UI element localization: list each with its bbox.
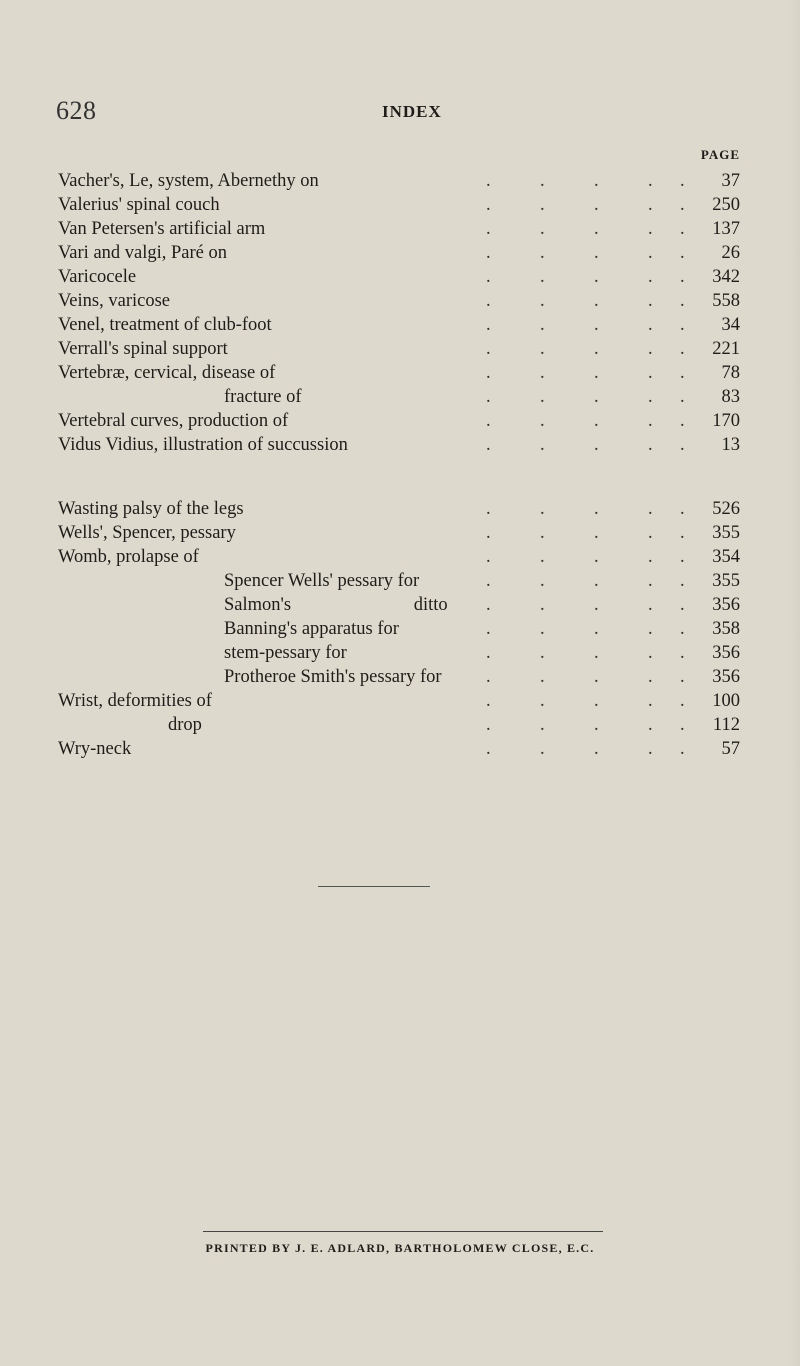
entry-label: Venel, treatment of club-foot <box>58 315 272 335</box>
entry-label: Wry-neck <box>58 739 132 759</box>
entry-label: Valerius' spinal couch <box>58 195 220 215</box>
index-entry: Verrall's spinal support . . . . . 221 <box>58 339 740 359</box>
entry-page: 355 <box>712 571 740 591</box>
entry-page: 558 <box>712 291 740 311</box>
index-entry: Vidus Vidius, illustration of succussion . . . . . 13 <box>58 435 740 455</box>
entry-page: 100 <box>712 691 740 711</box>
entry-label: Verrall's spinal support <box>58 339 228 359</box>
index-subentry: stem-pessary for . . . . . 356 <box>224 643 740 663</box>
index-entry: Vertebral curves, production of . . . . . 170 <box>58 411 740 431</box>
entry-page: 356 <box>712 667 740 687</box>
entry-page: 342 <box>712 267 740 287</box>
entry-label: Vari and valgi, Paré on <box>58 243 228 263</box>
entry-page: 170 <box>712 411 740 431</box>
entry-page: 250 <box>712 195 740 215</box>
index-entry: Womb, prolapse of . . . . . 354 <box>58 547 740 567</box>
index-entry: Wells', Spencer, pessary . . . . . 355 <box>58 523 740 543</box>
page-number: 628 <box>56 96 97 125</box>
page-column-label: PAGE <box>700 147 740 162</box>
printer-imprint: PRINTED BY J. E. ADLARD, BARTHOLOMEW CLOSE, E.C. <box>205 1241 595 1255</box>
index-subentry: fracture of . . . . . 83 <box>224 387 740 407</box>
index-entry: Wasting palsy of the legs . . . . . 526 <box>58 499 740 519</box>
index-subentry: Protheroe Smith's pessary for . . . . . 356 <box>224 667 740 687</box>
entry-label: Vidus Vidius, illustration of succussion <box>58 435 348 455</box>
entry-page: 83 <box>721 387 740 407</box>
entry-page: 526 <box>712 499 740 519</box>
index-subentry: Banning's apparatus for . . . . . 358 <box>224 619 740 639</box>
entry-page: 26 <box>721 243 740 263</box>
index-entry: Valerius' spinal couch . . . . . 250 <box>58 195 740 215</box>
entry-page: 57 <box>721 739 740 759</box>
entry-label: Wasting palsy of the legs <box>58 499 244 519</box>
entry-page: 354 <box>712 547 740 567</box>
entry-label: Vertebræ, cervical, disease of <box>58 363 276 383</box>
index-entry: Veins, varicose . . . . . 558 <box>58 291 740 311</box>
entry-label: Wells', Spencer, pessary <box>58 523 236 543</box>
running-head: INDEX <box>382 102 442 121</box>
entry-page: 356 <box>712 595 740 615</box>
entry-page: 34 <box>721 315 740 335</box>
index-subentry: Salmon's ditto . . . . . 356 <box>224 595 740 615</box>
entry-label: Spencer Wells' pessary for <box>224 571 420 591</box>
index-entry: Venel, treatment of club-foot . . . . . 34 <box>58 315 740 335</box>
entry-page: 13 <box>721 435 740 455</box>
end-rule <box>318 886 430 887</box>
entry-page: 137 <box>712 219 740 239</box>
entry-label: Wrist, deformities of <box>58 691 212 711</box>
entry-label: Protheroe Smith's pessary for <box>224 667 442 687</box>
index-group-v <box>58 169 740 457</box>
entry-label: Womb, prolapse of <box>58 547 199 567</box>
index-subentry: drop . . . . . 112 <box>168 715 740 735</box>
index-entry: Van Petersen's artificial arm . . . . . 137 <box>58 219 740 239</box>
entry-page: 356 <box>712 643 740 663</box>
entry-page: 78 <box>721 363 740 383</box>
entry-label: Salmon's ditto <box>224 595 448 615</box>
entry-page: 112 <box>712 715 740 735</box>
page-edge <box>790 0 800 1366</box>
entry-label: stem-pessary for <box>224 643 347 663</box>
index-entry: Vacher's, Le, system, Abernethy on . . . . . 37 <box>58 171 740 191</box>
footer-rule <box>203 1231 603 1232</box>
entry-page: 221 <box>712 339 740 359</box>
entry-label: Van Petersen's artificial arm <box>58 219 266 239</box>
entry-label: fracture of <box>224 387 302 407</box>
entry-page: 37 <box>721 171 740 191</box>
entry-label: Veins, varicose <box>58 291 170 311</box>
entry-label: drop <box>168 715 202 735</box>
entry-page: 358 <box>712 619 740 639</box>
page-header <box>56 96 736 128</box>
index-entry: Wrist, deformities of . . . . . 100 <box>58 691 740 711</box>
index-group-w <box>58 497 740 761</box>
entry-label: Varicocele <box>58 267 137 287</box>
entry-label: Vertebral curves, production of <box>58 411 289 431</box>
index-entry: Vari and valgi, Paré on . . . . . 26 <box>58 243 740 263</box>
index-subentry: Spencer Wells' pessary for . . . . . 355 <box>224 571 740 591</box>
entry-page: 355 <box>712 523 740 543</box>
index-entry: Wry-neck . . . . . 57 <box>58 739 740 759</box>
index-entry: Varicocele . . . . . 342 <box>58 267 740 287</box>
index-entry: Vertebræ, cervical, disease of . . . . . 78 <box>58 363 740 383</box>
entry-label: Vacher's, Le, system, Abernethy on <box>58 171 319 191</box>
entry-label: Banning's apparatus for <box>224 619 399 639</box>
